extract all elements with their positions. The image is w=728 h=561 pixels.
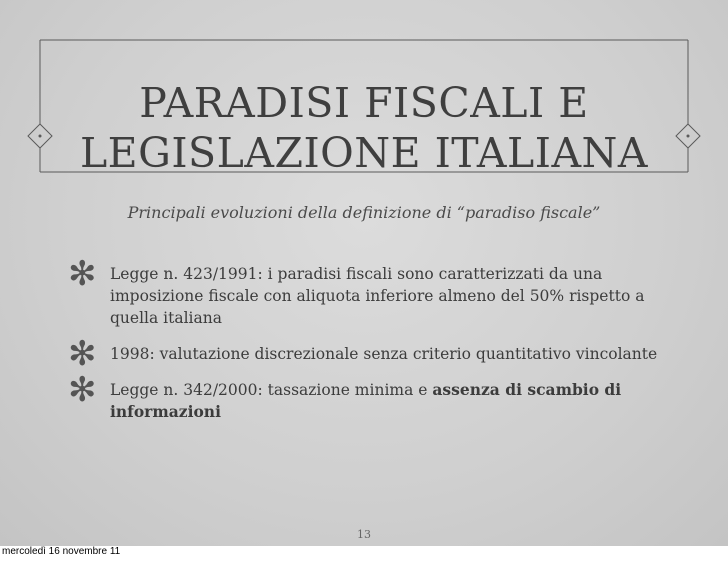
asterisk-bullet-icon: ✻ (68, 334, 97, 374)
bullet-text: 1998: valutazione discrezionale senza criterio quantitativo vincolante (110, 345, 658, 363)
slide-subtitle: Principali evoluzioni della definizione di “paradiso fiscale” (127, 203, 601, 222)
asterisk-bullet-icon: ✻ (68, 370, 97, 410)
bullet-item (68, 254, 668, 329)
title-line-1: PARADISI FISCALI E (139, 79, 589, 127)
page-number: 13 (357, 528, 371, 541)
bullet-list (68, 254, 668, 437)
bullet-text: Legge n. 423/1991: i paradisi fiscali sono caratterizzati da una imposizione fiscale con aliquota inferiore almeno del 50% rispetto a quella italiana (110, 265, 645, 327)
asterisk-bullet-icon: ✻ (68, 254, 97, 294)
title-line-2: LEGISLAZIONE ITALIANA (79, 129, 649, 177)
bullet-bold-text: assenza di scambio di informazioni (110, 380, 622, 421)
footer-date: mercoledì 16 novembre 11 (2, 546, 121, 557)
slide-title (40, 78, 688, 178)
bullet-item (68, 370, 668, 423)
bullet-text: Legge n. 342/2000: tassazione minima e (110, 381, 433, 399)
bullet-item (68, 334, 668, 374)
